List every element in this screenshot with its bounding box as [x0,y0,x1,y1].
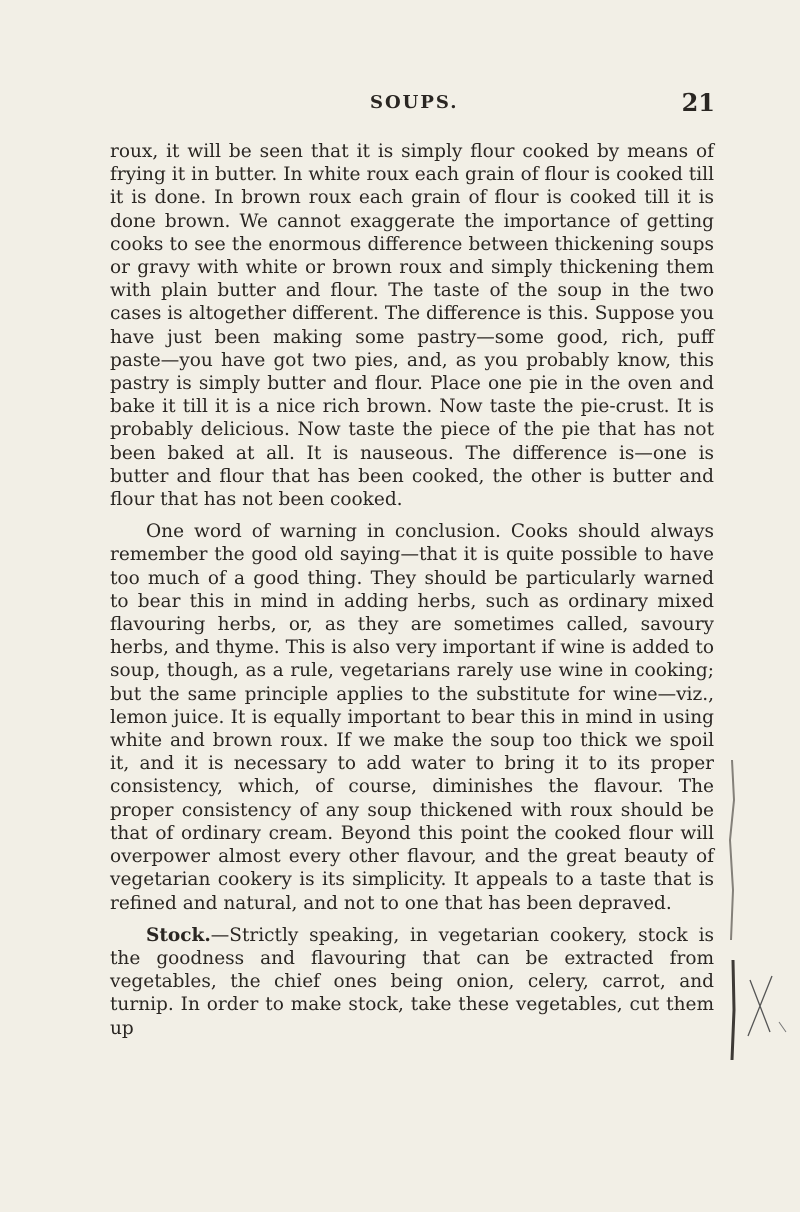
edge-tick-mark [779,1022,786,1032]
page-number: 21 [681,88,715,117]
section-heading-stock: Stock. [146,924,211,946]
paragraph-stock-text: —Strictly speaking, in vegetarian cookery, stock is the goodness and flavouring that can be extracted from vegetables, the chief ones being onion, celery, carrot, and turnip. In order to make stock, take these vegetables, cut them up [110,924,714,1039]
edge-shadow-upper [730,760,734,940]
paragraph-roux-continuation: roux, it will be seen that it is simply flour cooked by means of frying it in butter. In white roux each grain of flour is cooked till it is done. In brown roux each grain of flour is cooked till it is done brown. We cannot exaggerate the importance of getting cooks to see the enormous difference between thickening soups or gravy with white or brown roux and simply thickening them with plain butter and flour. The taste of the soup in the two cases is altogether different. The difference is this. Suppose you have just been making some pastry—some good, rich, puff paste—you have got two pies, and, as you probably know, this pastry is simply butter and flour. Place one pie in the oven and bake it till it is a nice rich brown. Now taste the pie-crust. It is probably delicious. Now taste the piece of the pie that has not been baked at all. It is nauseous. The difference is—one is butter and flour that has been cooked, the other is butter and flour that has not been cooked. [110,141,714,511]
paragraph-warning: One word of warning in conclusion. Cooks should always remember the good old saying—that it is quite possible to have too much of a good thing. They should be particularly warned to bear this in mind in adding herbs, such as ordinary mixed flavouring herbs, or, as they are sometimes called, savoury herbs, and thyme. This is also very important if wine is added to soup, though, as a rule, vegetarians rarely use wine in cooking; but the same principle applies to the substitute for wine—viz., lemon juice. It is equally important to bear this in mind in using white and brown roux. If we make the soup too thick we spoil it, and it is necessary to add water to bring it to its proper consistency, which, of course, diminishes the flavour. The proper consistency of any soup thickened with roux should be that of ordinary cream. Beyond this point the cooked flour will overpower almost every other flavour, and the great beauty of vegetarian cookery is its simplicity. It appeals to a taste that is refined and natural, and not to one that has been depraved. [110,521,714,914]
edge-shadow-lower [732,960,734,1060]
page-header [370,88,715,122]
paragraph-stock [110,924,714,1040]
page-edge-marks [724,760,794,1070]
edge-cross-mark [748,976,772,1036]
running-head: SOUPS. [370,92,459,113]
page-body [110,140,714,1040]
